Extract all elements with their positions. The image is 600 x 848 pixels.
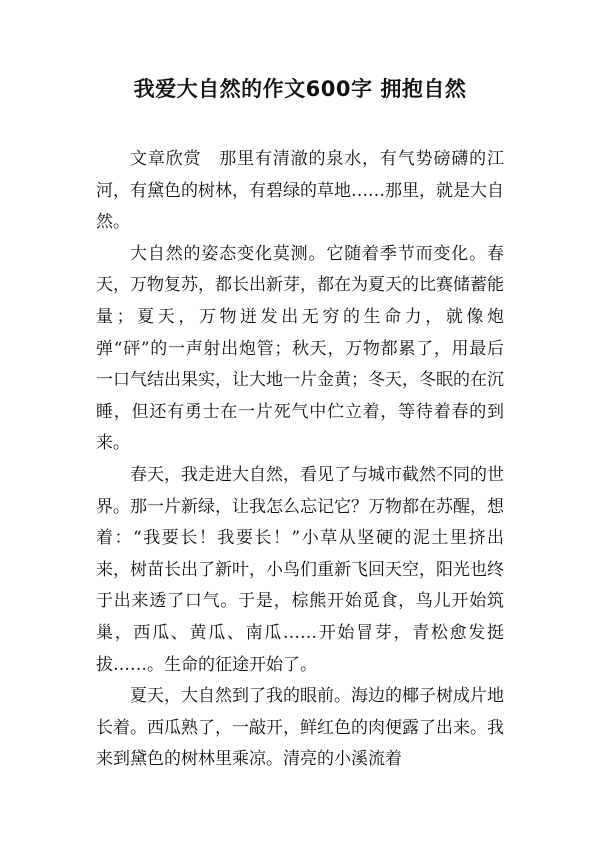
paragraph-3: 春天，我走进大自然，看见了与城市截然不同的世界。那一片新绿，让我怎么忘记它？万物都在苏醒，想着：“我要长！我要长！”小草从坚硬的泥土里挤出来，树苗长出了新叶，小鸟们重新飞回天空，阳光也终于出来透了口气。于是，棕熊开始觅食，鸟儿开始筑巢，西瓜、黄瓜、南瓜……开始冒芽，青松愈发挺拔……。生命的征途开始了。 <box>96 464 504 675</box>
document-title: 我爱大自然的作文600字 拥抱自然 <box>133 77 467 101</box>
paragraph-1: 文章欣赏 那里有清澈的泉水，有气势磅礴的江河，有黛色的树林，有碧绿的草地……那里，就是大自然。 <box>96 149 504 233</box>
paragraph-2: 大自然的姿态变化莫测。它随着季节而变化。春天，万物复苏，都长出新芽，都在为夏天的比赛储蓄能量；夏天，万物迸发出无穷的生命力，就像炮弹“砰”的一声射出炮管；秋天，万物都累了，用最后一口气结出果实，让大地一片金黄；冬天，冬眠的在沉睡，但还有勇士在一片死气中伫立着，等待着春的到来。 <box>96 243 504 454</box>
article-body <box>96 144 504 776</box>
paragraph-4: 夏天，大自然到了我的眼前。海边的椰子树成片地长着。西瓜熟了，一敲开，鲜红色的肉便露了出来。我来到黛色的树林里乘凉。清亮的小溪流着 <box>96 686 504 770</box>
